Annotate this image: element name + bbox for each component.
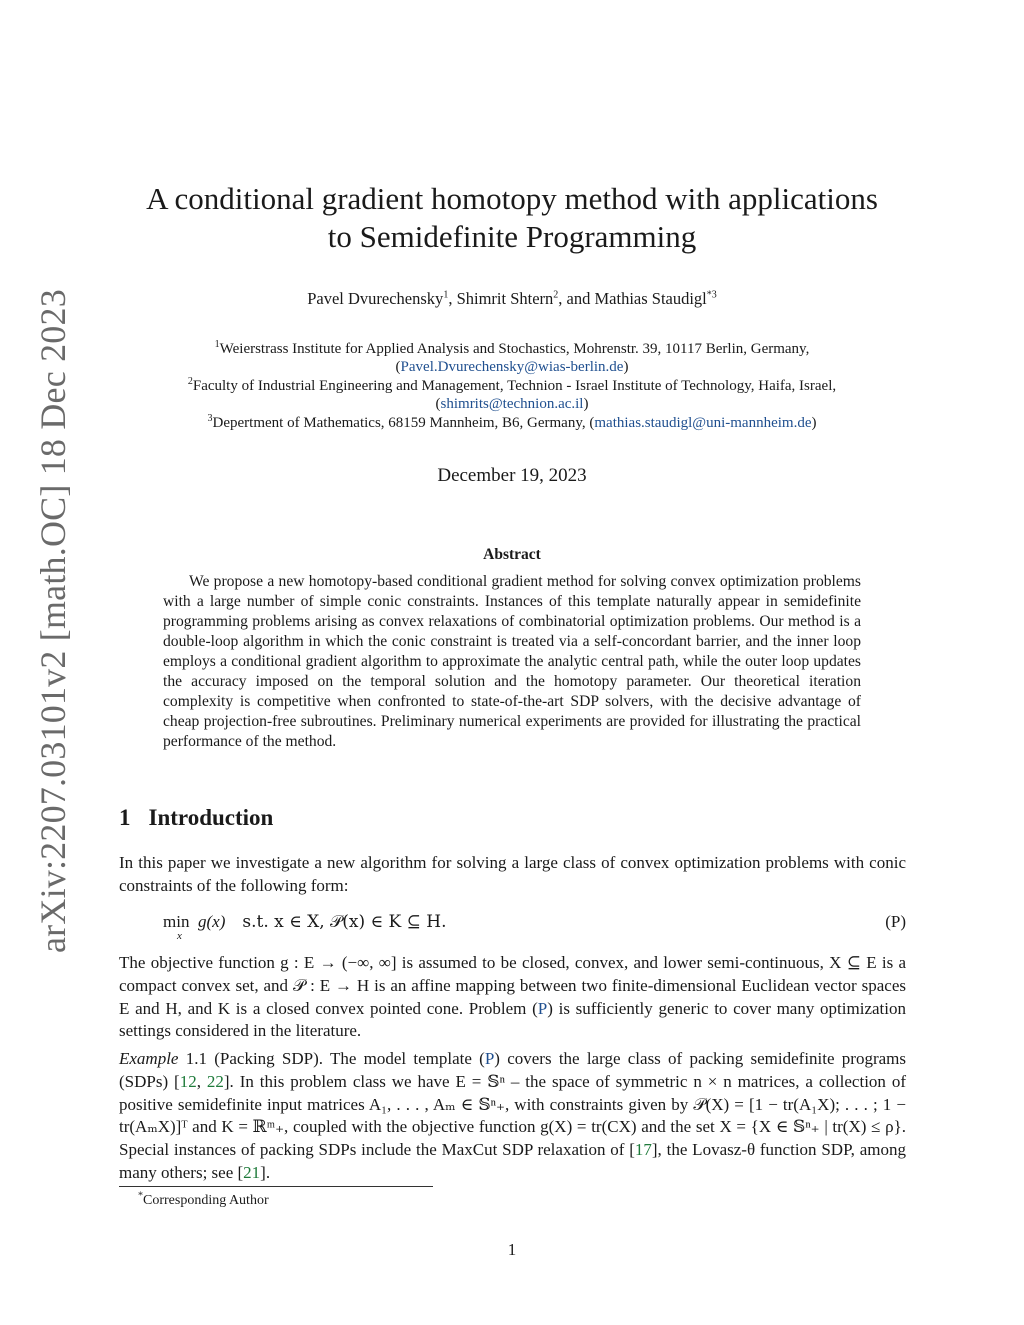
author-name: Shimrit Shtern <box>456 289 554 308</box>
page-number: 1 <box>507 1240 517 1259</box>
title-line-1: A conditional gradient homotopy method with applications <box>146 181 878 216</box>
affiliations: $^1$Weierstrass Institute for Applied Analysis and Stochastics, Mohrenstr. 39, 10117 Berlin, Germany, (Pavel.Dvurechensky@wias-berlin.de) $^2$Faculty of Industrial Engineering and Management, Technion - Israel Institute of Technology, Haifa, Israel, (shimrits@technion.ac.il) $^3$Depertment of Mathematics, 68159 Mannheim, B6, Germany, (mathias.staudigl@uni-mannheim.de) <box>187 339 837 431</box>
problem-equation <box>163 908 906 948</box>
equation-ref-link[interactable]: P <box>537 998 548 1018</box>
author-affiliation-mark: 2 <box>553 289 559 301</box>
paper-title <box>0 180 1024 256</box>
affiliation-mark: 3 <box>207 412 213 424</box>
author-separator: , and <box>558 289 595 308</box>
footnote-divider <box>119 1186 433 1187</box>
citation-separator: , <box>196 1071 207 1091</box>
email-link-3[interactable]: mathias.staudigl@uni-mannheim.de <box>594 414 812 431</box>
title-line-2: to Semidefinite Programming <box>327 219 697 254</box>
objective-paragraph <box>119 952 906 1043</box>
author-name: Pavel Dvurechensky <box>307 289 444 308</box>
affiliation-text: Depertment of Mathematics, 68159 Mannheim, B6, Germany, <box>212 414 590 431</box>
objective-text-part2: ) is sufficiently generic to cover many optimization settings considered in the literature. <box>119 998 906 1041</box>
footnote <box>138 1190 269 1209</box>
affiliation-mark: 2 <box>187 375 193 387</box>
citation-link[interactable]: 17 <box>634 1140 652 1160</box>
abstract-heading: Abstract <box>483 546 541 563</box>
equation-ref-link[interactable]: P <box>484 1049 495 1068</box>
example-text-4: ], the Lovasz-θ function SDP, among many others; see [ <box>119 1140 906 1182</box>
citation-link[interactable]: 21 <box>243 1162 261 1182</box>
email-link-2[interactable]: shimrits@technion.ac.il <box>440 396 584 413</box>
affiliation-text: Weierstrass Institute for Applied Analysis and Stochastics, Mohrenstr. 39, 10117 Berlin, Germany, <box>219 341 810 357</box>
author-affiliation-mark: *3 <box>706 289 717 301</box>
example-name: (Packing SDP). <box>214 1049 324 1068</box>
example-text-2: ) covers the large class of packing semidefinite programs (SDPs) [ <box>119 1049 906 1091</box>
min-subscript: x <box>177 930 182 942</box>
footnote-text: Corresponding Author <box>143 1193 269 1208</box>
objective-term: g(x) <box>198 912 226 931</box>
equation-label: (P) <box>885 912 906 931</box>
citation-link[interactable]: 12 <box>179 1071 197 1091</box>
email-link-1[interactable]: Pavel.Dvurechensky@wias-berlin.de <box>400 359 624 376</box>
section-heading <box>119 805 273 831</box>
author-separator: , <box>448 289 457 308</box>
citation-link[interactable]: 22 <box>206 1071 224 1091</box>
arxiv-identifier-stamp: arXiv:2207.03101v2 [math.OC] 18 Dec 2023 <box>33 289 73 953</box>
objective-text-part1: The objective function g : E → (−∞, ∞] is assumed to be closed, convex, and lower semi-continuous, X ⊆ E is a compact convex set, and 𝒫 : E → H is an affine mapping between two finite-dimensional Euclidean vector spaces E and H, and K is a closed convex pointed cone. Problem ( <box>119 953 906 1018</box>
affiliation-text: Faculty of Industrial Engineering and Management, Technion - Israel Institute of Technology, Haifa, Israel, <box>192 377 837 394</box>
example-text-5: ]. <box>260 1162 271 1182</box>
example-label: Example <box>119 1049 179 1068</box>
intro-paragraph: In this paper we investigate a new algorithm for solving a large class of convex optimization problems with conic constraints of the following form: <box>119 853 906 895</box>
author-name: Mathias Staudigl <box>594 289 707 308</box>
section-number: 1 <box>119 805 131 830</box>
example-paragraph <box>119 1048 906 1185</box>
min-operator: min <box>163 912 190 931</box>
author-list <box>0 289 1024 309</box>
equation-body <box>198 912 447 932</box>
example-text-1: The model template ( <box>329 1049 485 1068</box>
footnote-mark: * <box>138 1190 143 1202</box>
example-text-3: ]. In this problem class we have E = 𝕊ⁿ – the space of symmetric n × n matrices, a collection of positive semidefinite input matrices A₁, . . . , Aₘ ∈ 𝕊ⁿ₊, with constraints given by 𝒫(X) = [1 − tr(A₁X); . . . ; 1 − tr(AₘX)]ᵀ and K = ℝᵐ₊, coupled with the objective function g(X) = tr(CX) and the set X = {X ∈ 𝕊ⁿ₊ | tr(X) ≤ ρ}. Special instances of packing SDPs include the MaxCut SDP relaxation of [ <box>119 1071 906 1160</box>
abstract-body: We propose a new homotopy-based conditional gradient method for solving convex optimization problems with a large number of simple conic constraints. Instances of this template naturally appear in semidefinite programming problems arising as convex relaxations of combinatorial optimization problems. Our method is a double-loop algorithm in which the conic constraint is treated via a self-concordant barrier, and the inner loop employs a conditional gradient algorithm to approximate the analytic central path, while the outer loop updates the accuracy imposed on the temporal solution and the homotopy parameter. Our theoretical iteration complexity is competitive when confronted to state-of-the-art SDP solvers, with the decisive advantage of cheap projection-free subroutines. Preliminary numerical experiments are provided for illustrating the practical performance of the method. <box>163 573 861 750</box>
publication-date: December 19, 2023 <box>437 465 587 486</box>
author-affiliation-mark: 1 <box>443 289 449 301</box>
affiliation-mark: 1 <box>214 339 220 350</box>
example-number: 1.1 <box>185 1049 207 1068</box>
constraint-term: s.t. x ∈ X, 𝒫(x) ∈ K ⊆ H. <box>242 912 447 932</box>
section-title: Introduction <box>148 805 274 830</box>
